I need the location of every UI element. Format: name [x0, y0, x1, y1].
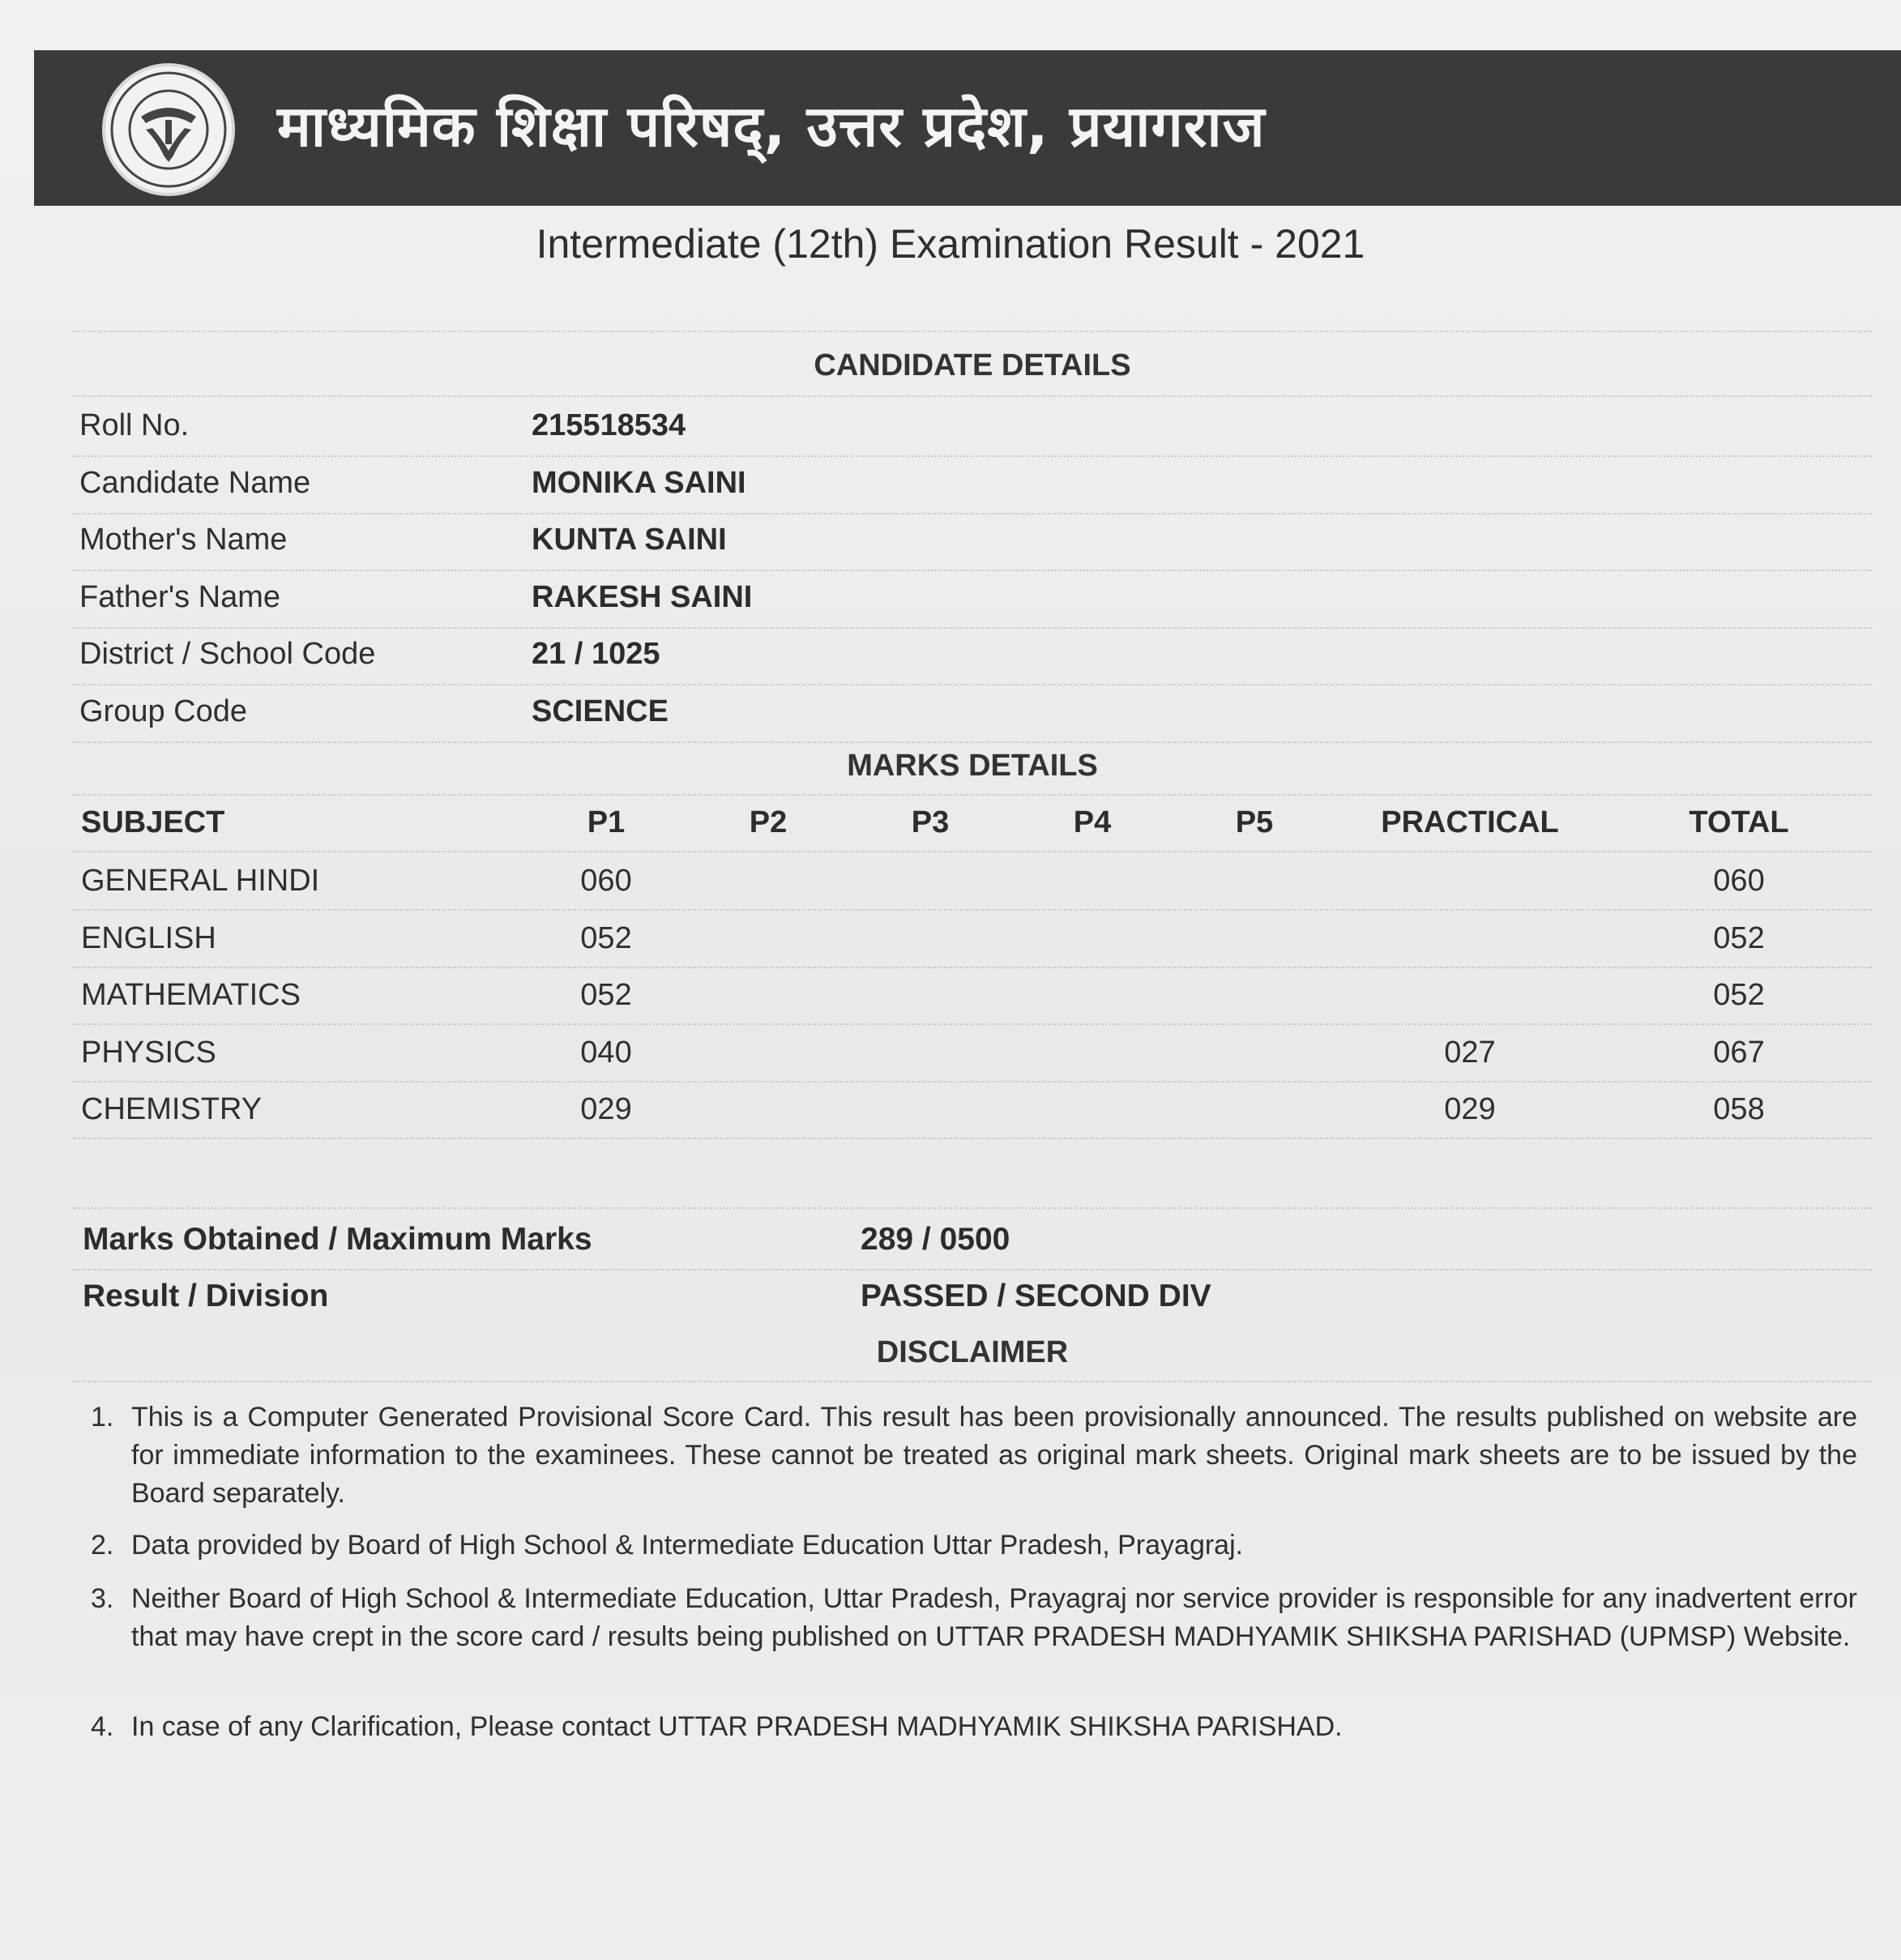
disclaimer-item	[91, 1580, 1857, 1656]
candidate-field-value: MONIKA SAINI	[532, 466, 746, 500]
divider	[73, 1081, 1872, 1082]
up-emblem-icon	[105, 66, 232, 193]
divider	[73, 627, 1872, 629]
cell-practical: 029	[1444, 1092, 1496, 1126]
divider	[73, 1269, 1872, 1270]
cell-total: 058	[1713, 1092, 1765, 1126]
cell-p1: 040	[580, 1036, 632, 1070]
board-name-hindi: माध्यमिक शिक्षा परिषद्, उत्तर प्रदेश, प्रयागराज	[277, 93, 1266, 160]
column-header-p1: P1	[587, 805, 626, 839]
candidate-field-label: Candidate Name	[79, 466, 311, 500]
cell-subject: GENERAL HINDI	[81, 864, 320, 898]
cell-total: 060	[1713, 864, 1765, 898]
candidate-details-heading: CANDIDATE DETAILS	[814, 348, 1131, 382]
marks-details-heading: MARKS DETAILS	[847, 749, 1098, 783]
cell-subject: PHYSICS	[81, 1036, 216, 1070]
disclaimer-text: Neither Board of High School & Intermediate Education, Uttar Pradesh, Prayagraj nor service provider is responsible for any inadvertent error that may have crept in the score card / results being published on UTTAR PRADESH MADHYAMIK SHIKSHA PARISHAD (UPMSP) Website.	[131, 1583, 1857, 1652]
cell-p1: 052	[580, 921, 632, 955]
disclaimer-text: This is a Computer Generated Provisional Score Card. This result has been provisionally announced. The results published on website are for immediate information to the examinees. These cannot be treated as original mark sheets. Original mark sheets are to be issued by the Board separately.	[131, 1402, 1857, 1509]
candidate-field-value: KUNTA SAINI	[532, 523, 727, 557]
result-division-value: PASSED / SECOND DIV	[861, 1279, 1211, 1313]
divider	[73, 794, 1872, 796]
column-header-p3: P3	[911, 805, 950, 839]
candidate-field-label: Roll No.	[79, 408, 190, 442]
disclaimer-heading: DISCLAIMER	[876, 1335, 1069, 1369]
candidate-field-value: 21 / 1025	[532, 637, 660, 671]
header-banner	[34, 50, 1901, 206]
candidate-field-label: District / School Code	[79, 637, 376, 671]
candidate-field-label: Mother's Name	[79, 523, 288, 557]
disclaimer-number: 1.	[91, 1402, 114, 1433]
divider	[73, 455, 1872, 457]
disclaimer-number: 4.	[91, 1711, 114, 1742]
disclaimer-text: In case of any Clarification, Please contact UTTAR PRADESH MADHYAMIK SHIKSHA PARISHAD.	[131, 1711, 1343, 1742]
cell-subject: CHEMISTRY	[81, 1092, 263, 1126]
column-header-p2: P2	[749, 805, 788, 839]
divider	[73, 1207, 1872, 1209]
divider	[73, 570, 1872, 571]
cell-total: 052	[1713, 921, 1765, 955]
marks-obtained-label: Marks Obtained / Maximum Marks	[83, 1222, 592, 1257]
cell-p1: 060	[580, 864, 632, 898]
divider	[73, 395, 1872, 397]
cell-p1: 052	[580, 978, 632, 1012]
result-division-label: Result / Division	[83, 1279, 329, 1313]
candidate-field-label: Group Code	[79, 694, 248, 728]
cell-total: 067	[1713, 1036, 1765, 1070]
up-emblem-logo	[102, 63, 235, 196]
divider	[73, 1138, 1872, 1139]
disclaimer-item	[91, 1708, 1857, 1746]
disclaimer-item	[91, 1398, 1857, 1513]
divider	[73, 851, 1872, 852]
candidate-field-value: 215518534	[532, 408, 686, 442]
cell-practical: 027	[1444, 1036, 1496, 1070]
marks-obtained-value: 289 / 0500	[861, 1222, 1010, 1257]
disclaimer-number: 2.	[91, 1530, 114, 1561]
column-header-p5: P5	[1235, 805, 1274, 839]
candidate-field-value: SCIENCE	[532, 694, 669, 728]
divider	[73, 909, 1872, 911]
divider	[73, 684, 1872, 685]
cell-subject: ENGLISH	[81, 921, 216, 955]
cell-subject: MATHEMATICS	[81, 978, 301, 1012]
disclaimer-text: Data provided by Board of High School & Intermediate Education Uttar Pradesh, Prayagraj.	[131, 1530, 1244, 1561]
cell-p1: 029	[580, 1092, 632, 1126]
exam-title: Intermediate (12th) Examination Result - 2021	[536, 221, 1365, 267]
candidate-field-value: RAKESH SAINI	[532, 580, 753, 614]
divider	[73, 1023, 1872, 1025]
column-header-practical: PRACTICAL	[1381, 805, 1559, 839]
column-header-subject: SUBJECT	[81, 805, 225, 839]
divider	[73, 1381, 1872, 1382]
divider	[73, 967, 1872, 968]
candidate-field-label: Father's Name	[79, 580, 281, 614]
disclaimer-item	[91, 1527, 1857, 1565]
column-header-total: TOTAL	[1689, 805, 1789, 839]
column-header-p4: P4	[1073, 805, 1112, 839]
divider	[73, 513, 1872, 515]
cell-total: 052	[1713, 978, 1765, 1012]
divider	[73, 331, 1872, 332]
divider	[73, 741, 1872, 743]
disclaimer-number: 3.	[91, 1583, 114, 1614]
